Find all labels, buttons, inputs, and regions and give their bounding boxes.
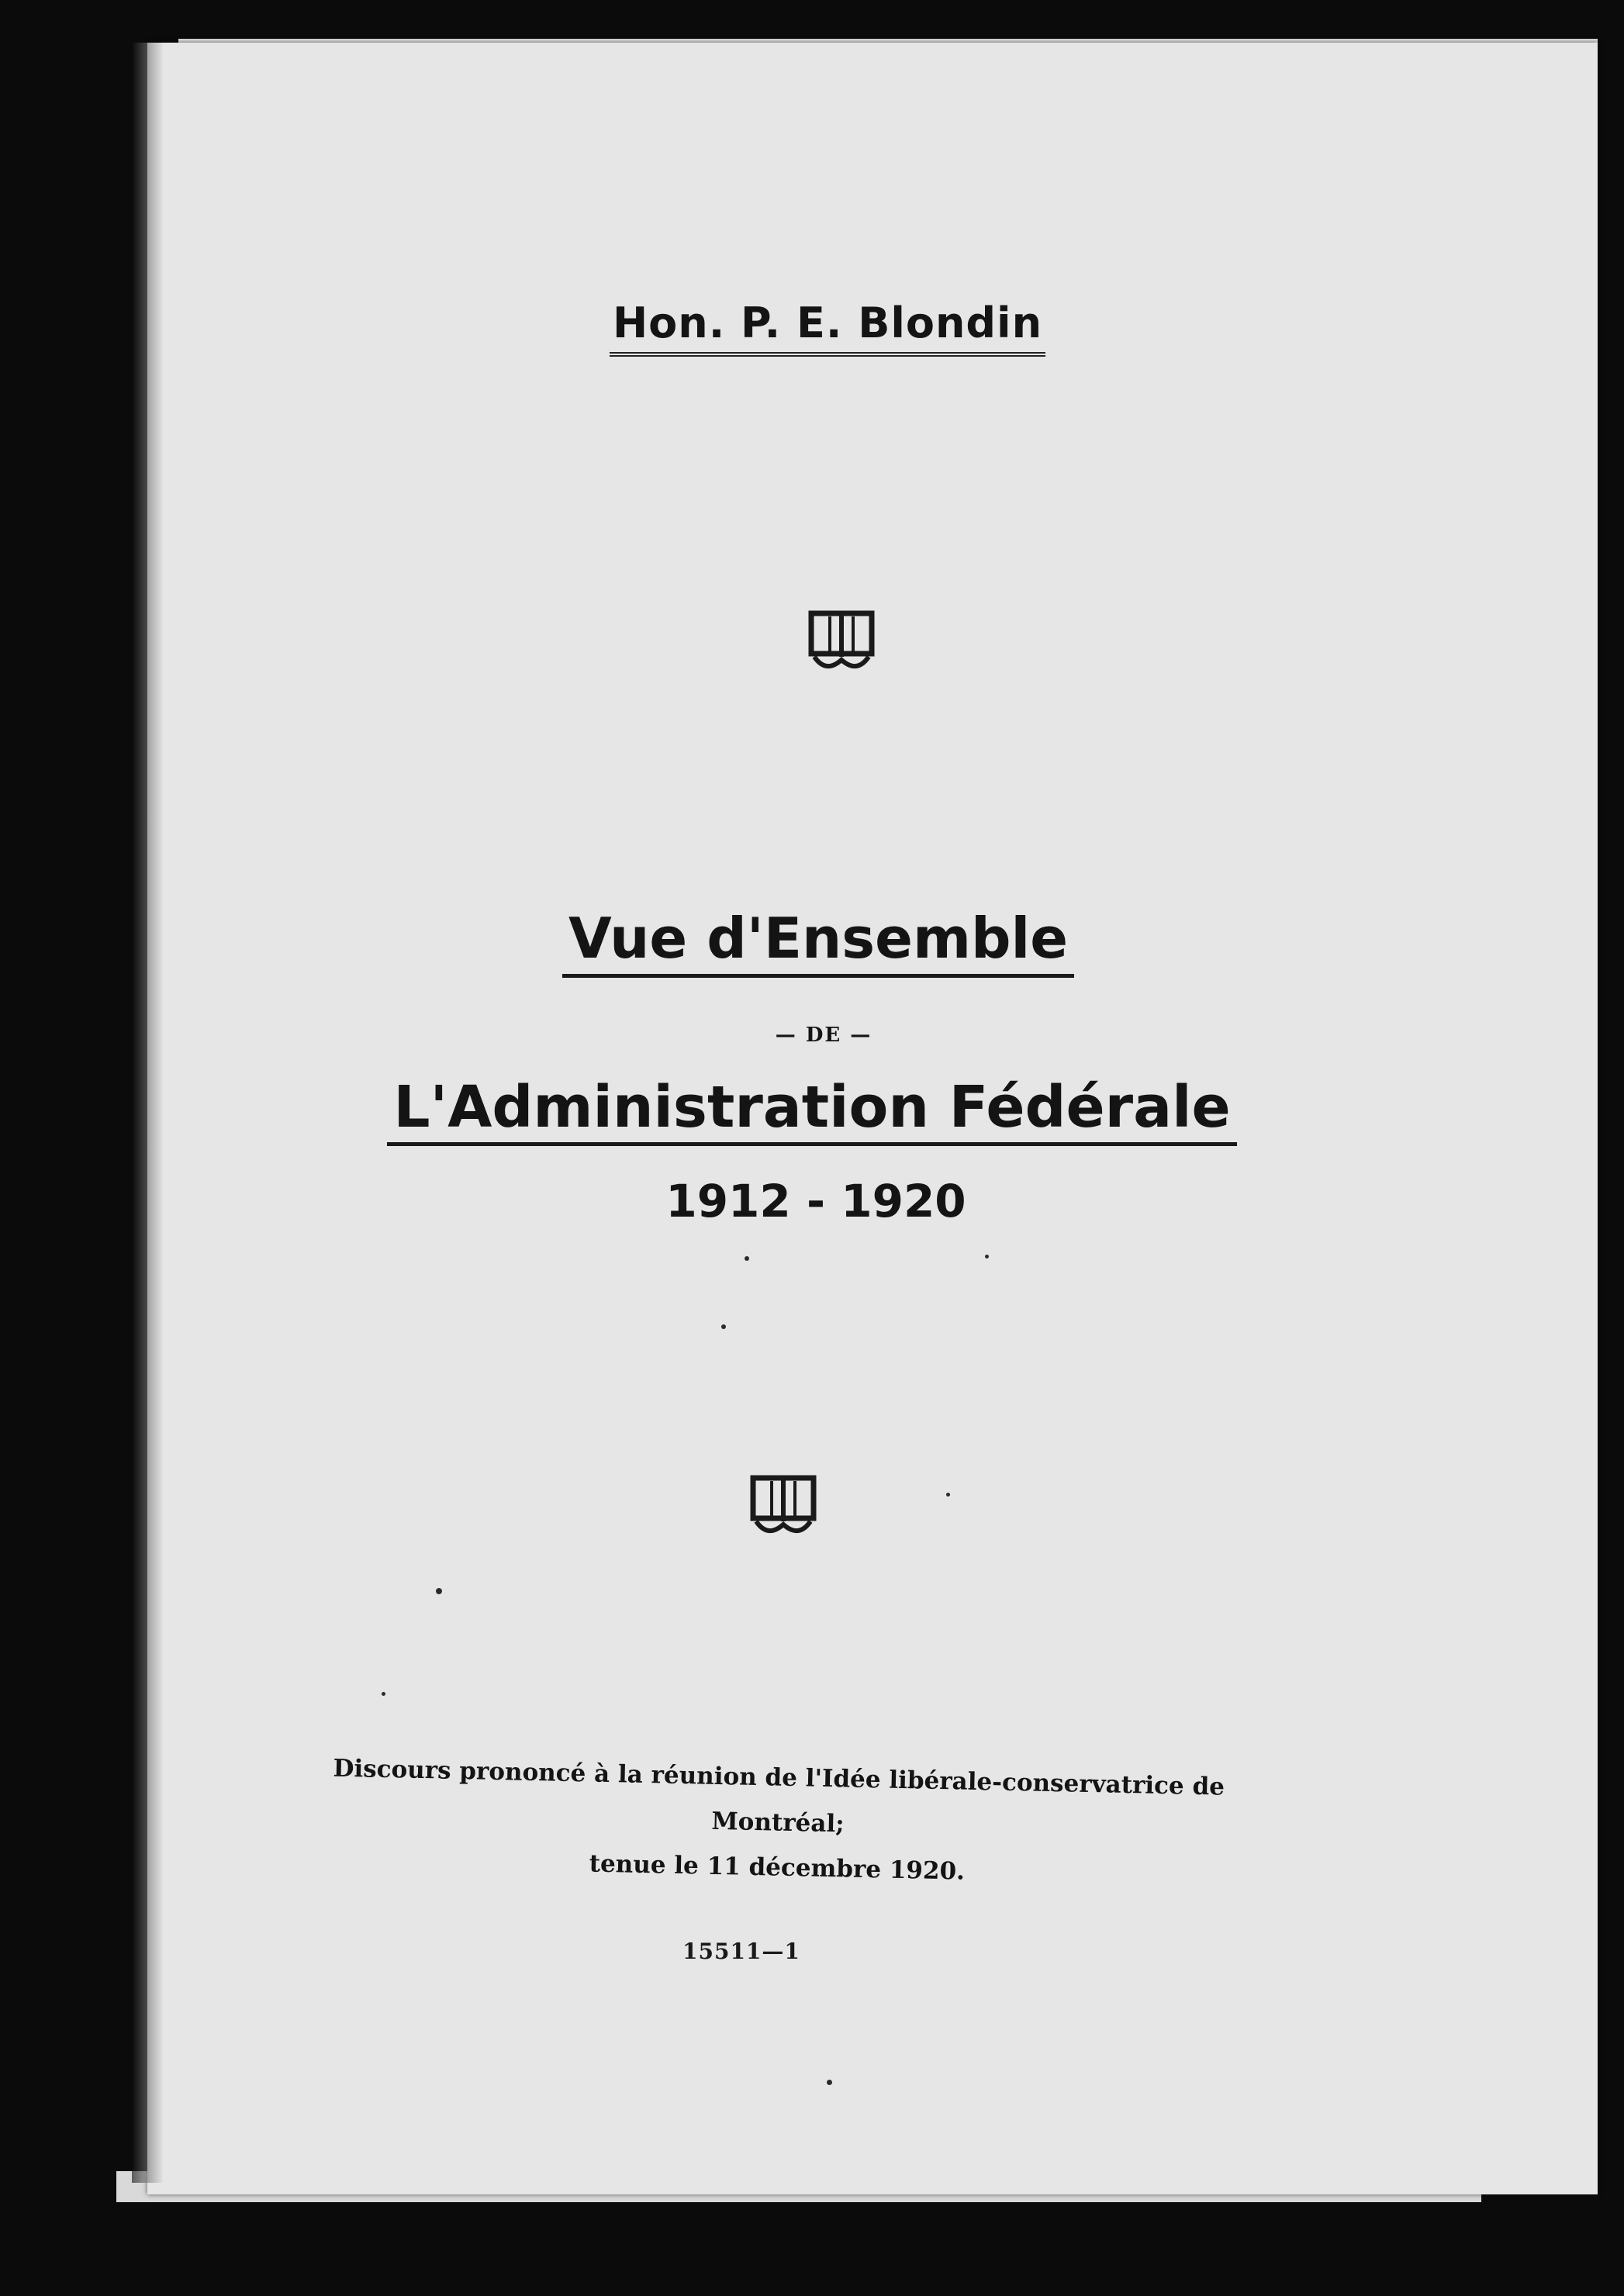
print-speck bbox=[985, 1255, 989, 1258]
speech-note bbox=[272, 1745, 1283, 1901]
speech-line-2: tenue le 11 décembre 1920. bbox=[589, 1849, 966, 1886]
title-line-2-text: L'Administration Fédérale bbox=[387, 1074, 1236, 1146]
print-speck bbox=[745, 1256, 749, 1261]
author-name: Hon. P. E. Blondin bbox=[610, 299, 1045, 357]
book-ornament-icon bbox=[748, 1473, 818, 1543]
print-speck bbox=[382, 1692, 385, 1696]
print-speck bbox=[436, 1588, 442, 1594]
title-line-1-text: Vue d'Ensemble bbox=[562, 906, 1074, 978]
catalog-number: 15511—1 bbox=[682, 1939, 800, 1964]
print-speck bbox=[721, 1324, 726, 1329]
book-ornament-icon bbox=[807, 609, 876, 678]
print-speck bbox=[946, 1493, 950, 1497]
title-line-1 bbox=[0, 906, 1624, 978]
title-line-2 bbox=[0, 1074, 1624, 1146]
title-connector: — DE — bbox=[775, 1024, 872, 1047]
print-speck bbox=[827, 2080, 832, 2085]
author-heading bbox=[0, 299, 1624, 357]
speech-line-1: Discours prononcé à la réunion de l'Idée libérale-conservatrice de Montréal; bbox=[333, 1754, 1225, 1839]
year-range: 1912 - 1920 bbox=[665, 1175, 966, 1227]
